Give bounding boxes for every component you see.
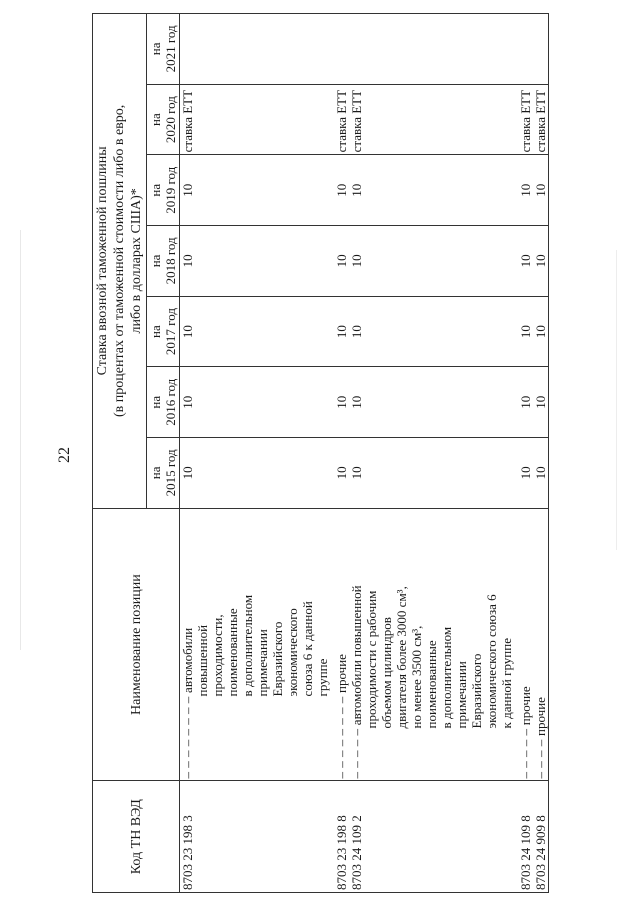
- header-rate-group: [93, 14, 147, 509]
- rate-cell: 10: [334, 367, 349, 438]
- rate-cell: 10: [180, 367, 331, 438]
- rate-cell: 10: [518, 367, 533, 438]
- rate-cell: 10: [334, 296, 349, 367]
- header-code: Код ТН ВЭД: [93, 781, 180, 893]
- header-year: на 2020 год: [147, 84, 180, 155]
- rate-cell: ставка ЕТТ: [349, 84, 514, 155]
- rate-cell: 10: [533, 367, 549, 438]
- row-name: – – – – – прочие: [518, 508, 533, 781]
- table-row: [349, 14, 514, 893]
- rate-cell: 10: [349, 155, 514, 226]
- rate-cell: 10: [180, 438, 331, 509]
- row-code: 8703 23 198 8: [334, 781, 349, 893]
- rate-cell: 10: [334, 155, 349, 226]
- row-dashes: – – – – –: [518, 728, 533, 779]
- rate-cell: 10: [518, 438, 533, 509]
- header-year: на 2016 год: [147, 367, 180, 438]
- rate-cell: 10: [533, 155, 549, 226]
- row-name: – – – – – – – – автомобили повышенной проходимости, поименованные в дополнительном примечании Евразийского экономического союза 6 к данной группе: [180, 508, 331, 781]
- row-code: 8703 24 109 2: [349, 781, 514, 893]
- table-row: [180, 14, 331, 893]
- rate-cell: ставка ЕТТ: [180, 84, 331, 155]
- rate-cell: 10: [349, 296, 514, 367]
- row-dashes: – – – – – – – –: [180, 696, 195, 779]
- rate-cell: [334, 14, 349, 85]
- row-name: – – – – прочие: [533, 508, 549, 781]
- table-row: [533, 14, 549, 893]
- header-year: на 2019 год: [147, 155, 180, 226]
- row-dashes: – – – – –: [349, 728, 364, 779]
- rate-cell: [180, 14, 331, 85]
- header-year: на 2018 год: [147, 226, 180, 297]
- table-row: [518, 14, 533, 893]
- row-code: 8703 24 109 8: [518, 781, 533, 893]
- rate-cell: 10: [334, 226, 349, 297]
- rate-cell: [518, 14, 533, 85]
- header-rate-line: либо в долларах США)*: [129, 188, 144, 334]
- header-rate-line: (в процентах от таможенной стоимости либо в евро,: [112, 104, 127, 418]
- row-dashes: – – – –: [533, 739, 548, 779]
- rate-cell: 10: [349, 438, 514, 509]
- rate-cell: 10: [180, 155, 331, 226]
- page-number: 22: [56, 447, 73, 463]
- rate-cell: ставка ЕТТ: [334, 84, 349, 155]
- header-name: Наименование позиции: [93, 508, 180, 781]
- rate-cell: 10: [180, 296, 331, 367]
- row-name: – – – – – автомобили повышенной проходимости с рабочим объемом цилиндров двигателя более 3000 см³, но менее 3500 см³, поименованные в дополнительном примечании Евразийского экономического союза 6 к данной группе: [349, 508, 514, 781]
- rate-cell: 10: [533, 296, 549, 367]
- row-code: 8703 23 198 3: [180, 781, 331, 893]
- rate-cell: 10: [180, 226, 331, 297]
- rate-cell: 10: [349, 367, 514, 438]
- header-year: на 2015 год: [147, 438, 180, 509]
- rate-cell: 10: [518, 226, 533, 297]
- rate-cell: 10: [518, 155, 533, 226]
- rate-cell: [349, 14, 514, 85]
- header-year: на 2017 год: [147, 296, 180, 367]
- rate-cell: 10: [349, 226, 514, 297]
- rate-cell: 10: [533, 226, 549, 297]
- rate-cell: [533, 14, 549, 85]
- table-row: [334, 14, 349, 893]
- rate-cell: ставка ЕТТ: [518, 84, 533, 155]
- header-year: на 2021 год: [147, 14, 180, 85]
- row-name: – – – – – – – – прочие: [334, 508, 349, 781]
- rate-cell: 10: [334, 438, 349, 509]
- row-code: 8703 24 909 8: [533, 781, 549, 893]
- header-rate-line: Ставка ввозной таможенной пошлины: [95, 146, 110, 376]
- rate-cell: 10: [518, 296, 533, 367]
- rate-cell: 10: [533, 438, 549, 509]
- row-dashes: – – – – – – – –: [334, 696, 349, 779]
- tariff-table: [92, 13, 549, 893]
- rate-cell: ставка ЕТТ: [533, 84, 549, 155]
